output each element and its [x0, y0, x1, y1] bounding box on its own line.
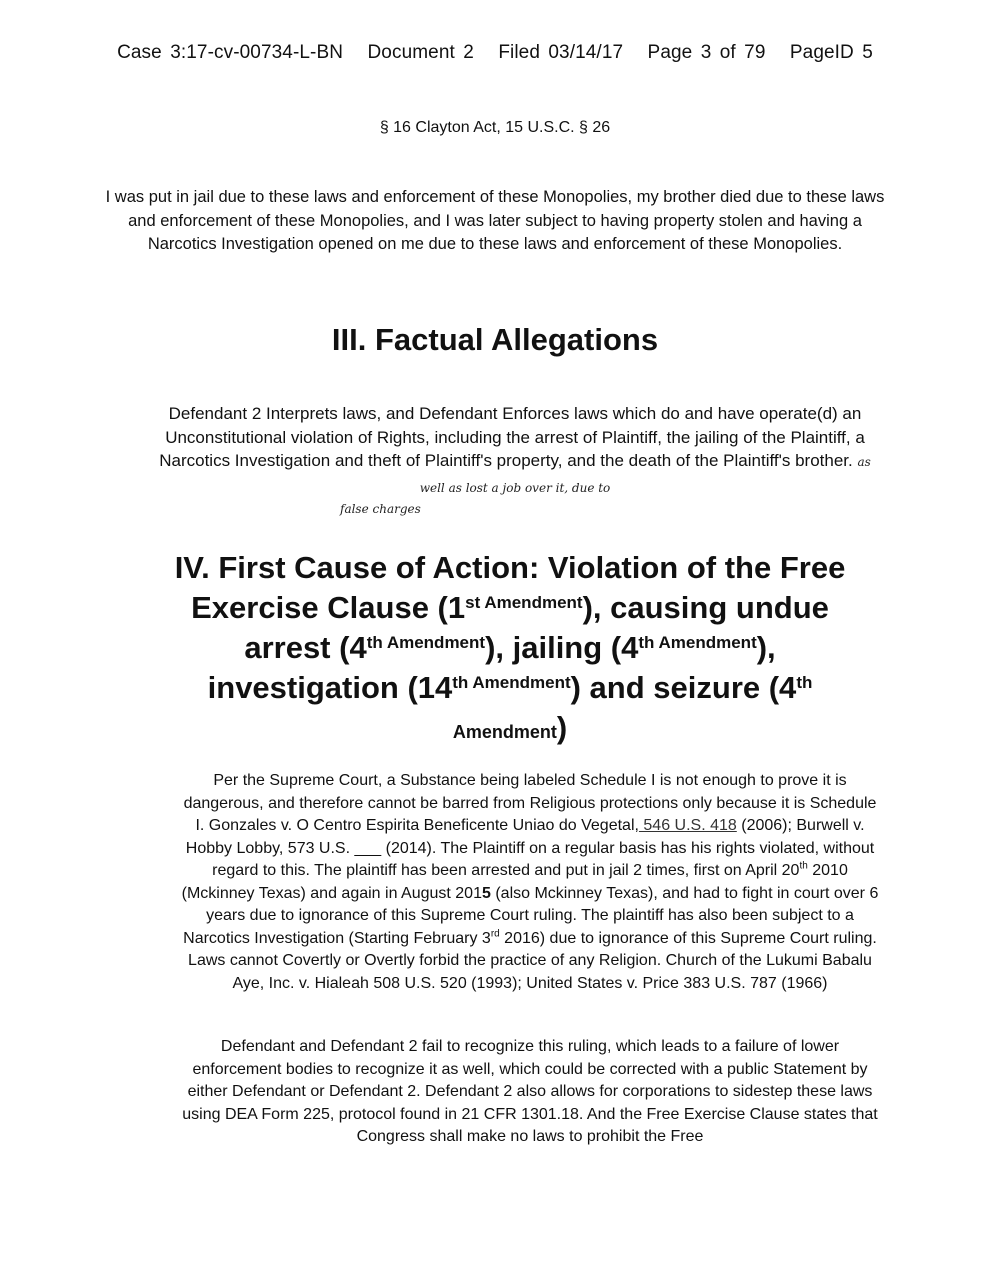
filed-date: Filed 03/14/17	[498, 42, 624, 63]
section-heading-factual-allegations: III. Factual Allegations	[331, 322, 659, 357]
heading-text: ), causing undue arrest (4	[244, 590, 829, 665]
heading-text: ), investigation (14	[207, 630, 776, 705]
paragraph-text: (2006); Burwell v. Hobby Lobby, 573 U.S. ___ (2014). The Plaintiff on a regular basis has his rights violated, without regard to this. The plaintiff has been arrested and put in jail 2 times, first on April 20	[185, 817, 875, 879]
heading-superscript: th Amendment	[452, 673, 571, 692]
page-id: PageID 5	[789, 42, 873, 63]
section-heading-first-cause-of-action	[150, 548, 870, 752]
handwritten-annotation: as well as lost a job over it, due to	[419, 455, 871, 495]
ordinal-superscript: th	[799, 860, 808, 872]
factual-allegations-text: Defendant 2 Interprets laws, and Defendant Enforces laws which do and have operate(d) an Unconstitutional violation of Rights, including the arrest of Plaintiff, the jailing of the Plaintiff, a Narcotics Investigation and theft of Plaintiff's property, and the death of the Plaintiff's brother.	[159, 404, 865, 470]
handwritten-correction: 5	[481, 884, 491, 902]
statute-citation: § 16 Clayton Act, 15 U.S.C. § 26	[379, 119, 611, 136]
first-cause-paragraph-1	[180, 770, 880, 995]
handwritten-annotation-continued: false charges	[340, 502, 421, 516]
heading-text: ) and seizure (4	[570, 670, 797, 705]
heading-superscript: th Amendment	[638, 633, 757, 652]
heading-text: Amendment	[452, 722, 557, 742]
case-header	[0, 42, 990, 64]
factual-allegations-paragraph	[155, 402, 875, 500]
paragraph-text: Per the Supreme Court, a Substance being labeled Schedule I is not enough to prove it is dangerous, and therefore cannot be barred from Religious protections only because it is Schedule I. Gonzales v. O Centro Espirita Beneficente Uniao do Vegetal,	[183, 772, 877, 834]
heading-superscript: th Amendment	[366, 633, 486, 652]
first-cause-paragraph-2: Defendant and Defendant 2 fail to recognize this ruling, which leads to a failure of lower enforcement bodies to recognize it as well, which could be corrected with a public Statement by either Defendant or Defendant 2. Defendant 2 also allows for corporations to sidestep these laws using DEA Form 225, protocol found in 21 CFR 1301.18. And the Free Exercise Clause states that Congress shall make no laws to prohibit the Free	[182, 1038, 878, 1145]
heading-text: ), jailing (4	[485, 630, 639, 665]
case-number: Case 3:17-cv-00734-L-BN	[117, 42, 344, 63]
document-number: Document 2	[367, 42, 474, 63]
paragraph-text: 2016) due to ignorance of this Supreme Court ruling. Laws cannot Covertly or Overtly forbid the practice of any Religion. Church of the Lukumi Babalu Aye, Inc. v. Hialeah 508 U.S. 520 (1993); United States v. Price 383 U.S. 787 (1966)	[188, 929, 877, 992]
case-citation-link: 546 U.S. 418	[638, 817, 737, 834]
paragraph-text: (also Mckinney Texas), and had to fight in court over 6 years due to ignorance of this Supreme Court ruling. The plaintiff has also been subject to a Narcotics Investigation (Starting February 3	[183, 884, 879, 947]
heading-superscript: th	[796, 673, 813, 692]
heading-text: )	[556, 710, 568, 745]
paragraph-text: 2010 (Mckinney Texas) and again in August 201	[181, 862, 848, 902]
page-count: Page 3 of 79	[647, 42, 766, 63]
ordinal-superscript: rd	[490, 928, 500, 940]
heading-text: IV. First Cause of Action: Violation of the Free Exercise Clause (1	[174, 550, 846, 625]
heading-superscript: st Amendment	[465, 593, 583, 612]
intro-paragraph: I was put in jail due to these laws and enforcement of these Monopolies, my brother died due to these laws and enforcement of these Monopolies, and I was later subject to having property stolen and having a Narcotics Investigation opened on me due to these laws and enforcement of these Monopolies.	[105, 188, 885, 253]
